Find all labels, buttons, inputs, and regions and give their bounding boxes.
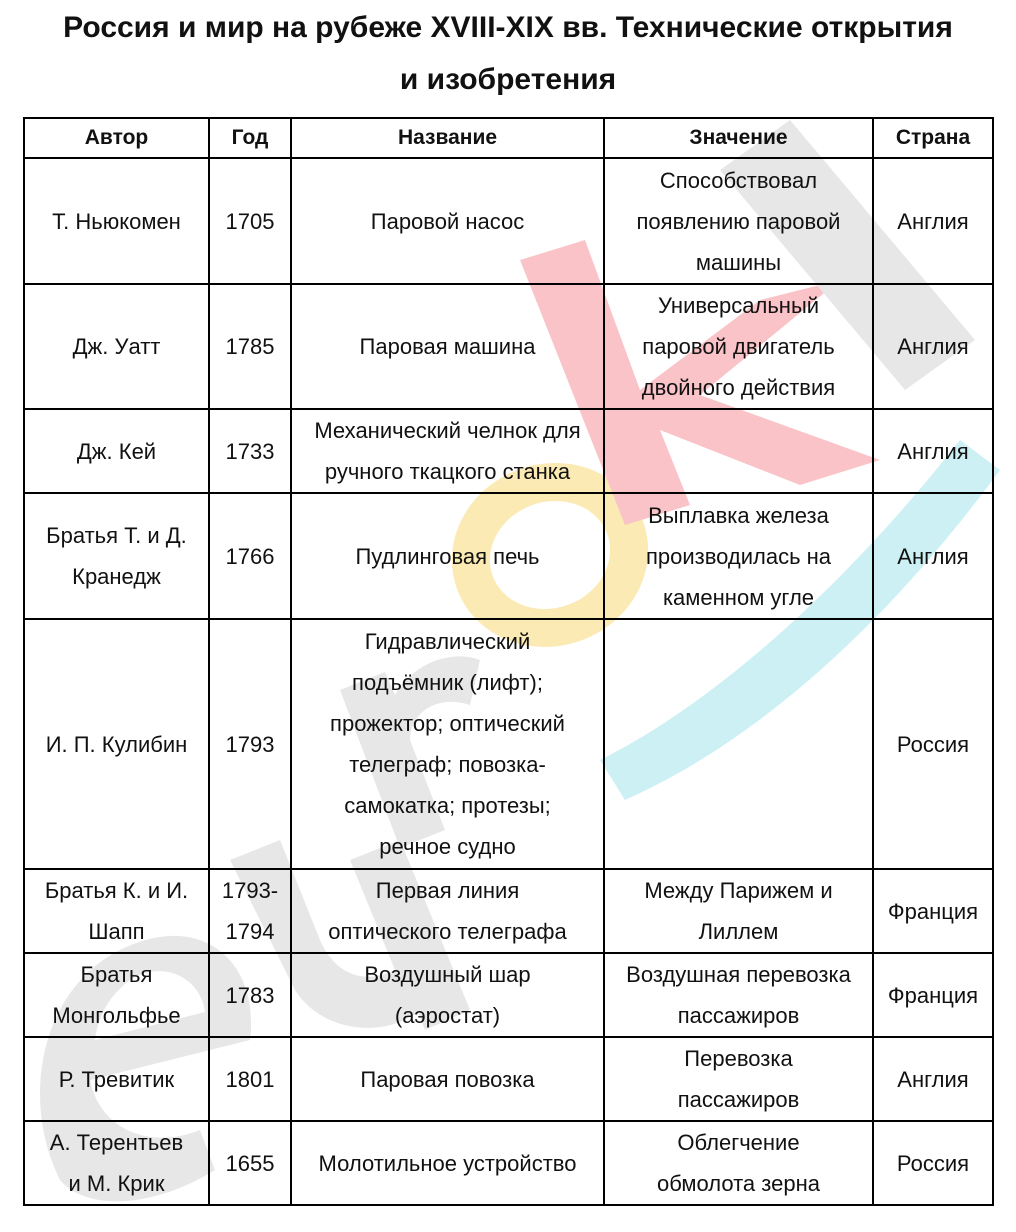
table-row	[24, 1121, 993, 1205]
cell-country: Англия	[873, 409, 993, 493]
inventions-table	[23, 117, 994, 1206]
cell-year: 1785	[209, 284, 291, 409]
cell-name: Молотильное устройство	[291, 1121, 604, 1205]
table-row	[24, 619, 993, 869]
cell-meaning: Облегчение обмолота зерна	[604, 1121, 873, 1205]
cell-author: Братья К. и И. Шапп	[24, 869, 209, 953]
cell-author: А. Терентьев и М. Крик	[24, 1121, 209, 1205]
cell-year: 1793- 1794	[209, 869, 291, 953]
cell-country: Россия	[873, 1121, 993, 1205]
page-title	[0, 0, 1016, 106]
cell-country: Франция	[873, 869, 993, 953]
cell-name: Пудлинговая печь	[291, 493, 604, 619]
table-row	[24, 869, 993, 953]
table-header-row	[24, 118, 993, 158]
cell-author: Братья Монгольфье	[24, 953, 209, 1037]
cell-year: 1733	[209, 409, 291, 493]
cell-year: 1766	[209, 493, 291, 619]
table-row	[24, 284, 993, 409]
column-header-country: Страна	[873, 118, 993, 158]
table-row	[24, 1037, 993, 1121]
cell-author: Братья Т. и Д. Кранедж	[24, 493, 209, 619]
cell-meaning: Универсальный паровой двигатель двойного действия	[604, 284, 873, 409]
cell-name: Воздушный шар (аэростат)	[291, 953, 604, 1037]
cell-meaning	[604, 619, 873, 869]
cell-meaning: Перевозка пассажиров	[604, 1037, 873, 1121]
page-title-line-2: и изобретения	[399, 63, 617, 96]
cell-year: 1655	[209, 1121, 291, 1205]
cell-year: 1705	[209, 158, 291, 284]
cell-country: Франция	[873, 953, 993, 1037]
cell-meaning: Между Парижем и Лиллем	[604, 869, 873, 953]
column-header-author: Автор	[24, 118, 209, 158]
cell-country: Англия	[873, 284, 993, 409]
cell-meaning: Выплавка железа производилась на каменном угле	[604, 493, 873, 619]
cell-country: Англия	[873, 493, 993, 619]
table-row	[24, 409, 993, 493]
cell-year: 1793	[209, 619, 291, 869]
cell-name: Механический челнок для ручного ткацкого станка	[291, 409, 604, 493]
cell-author: Дж. Кей	[24, 409, 209, 493]
cell-name: Паровой насос	[291, 158, 604, 284]
cell-meaning	[604, 409, 873, 493]
cell-country: Россия	[873, 619, 993, 869]
table-row	[24, 953, 993, 1037]
cell-author: И. П. Кулибин	[24, 619, 209, 869]
cell-meaning: Воздушная перевозка пассажиров	[604, 953, 873, 1037]
column-header-meaning: Значение	[604, 118, 873, 158]
cell-year: 1801	[209, 1037, 291, 1121]
cell-country: Англия	[873, 158, 993, 284]
cell-author: Т. Ньюкомен	[24, 158, 209, 284]
cell-name: Гидравлический подъёмник (лифт); прожектор; оптический телеграф; повозка- самокатка; протезы; речное судно	[291, 619, 604, 869]
cell-name: Первая линия оптического телеграфа	[291, 869, 604, 953]
cell-author: Р. Тревитик	[24, 1037, 209, 1121]
table-row	[24, 158, 993, 284]
cell-country: Англия	[873, 1037, 993, 1121]
cell-meaning: Способствовал появлению паровой машины	[604, 158, 873, 284]
column-header-name: Название	[291, 118, 604, 158]
page-title-line-1: Россия и мир на рубеже XVIII-XIX вв. Технические открытия	[63, 11, 953, 44]
column-header-year: Год	[209, 118, 291, 158]
cell-author: Дж. Уатт	[24, 284, 209, 409]
cell-name: Паровая машина	[291, 284, 604, 409]
cell-year: 1783	[209, 953, 291, 1037]
table-row	[24, 493, 993, 619]
cell-name: Паровая повозка	[291, 1037, 604, 1121]
